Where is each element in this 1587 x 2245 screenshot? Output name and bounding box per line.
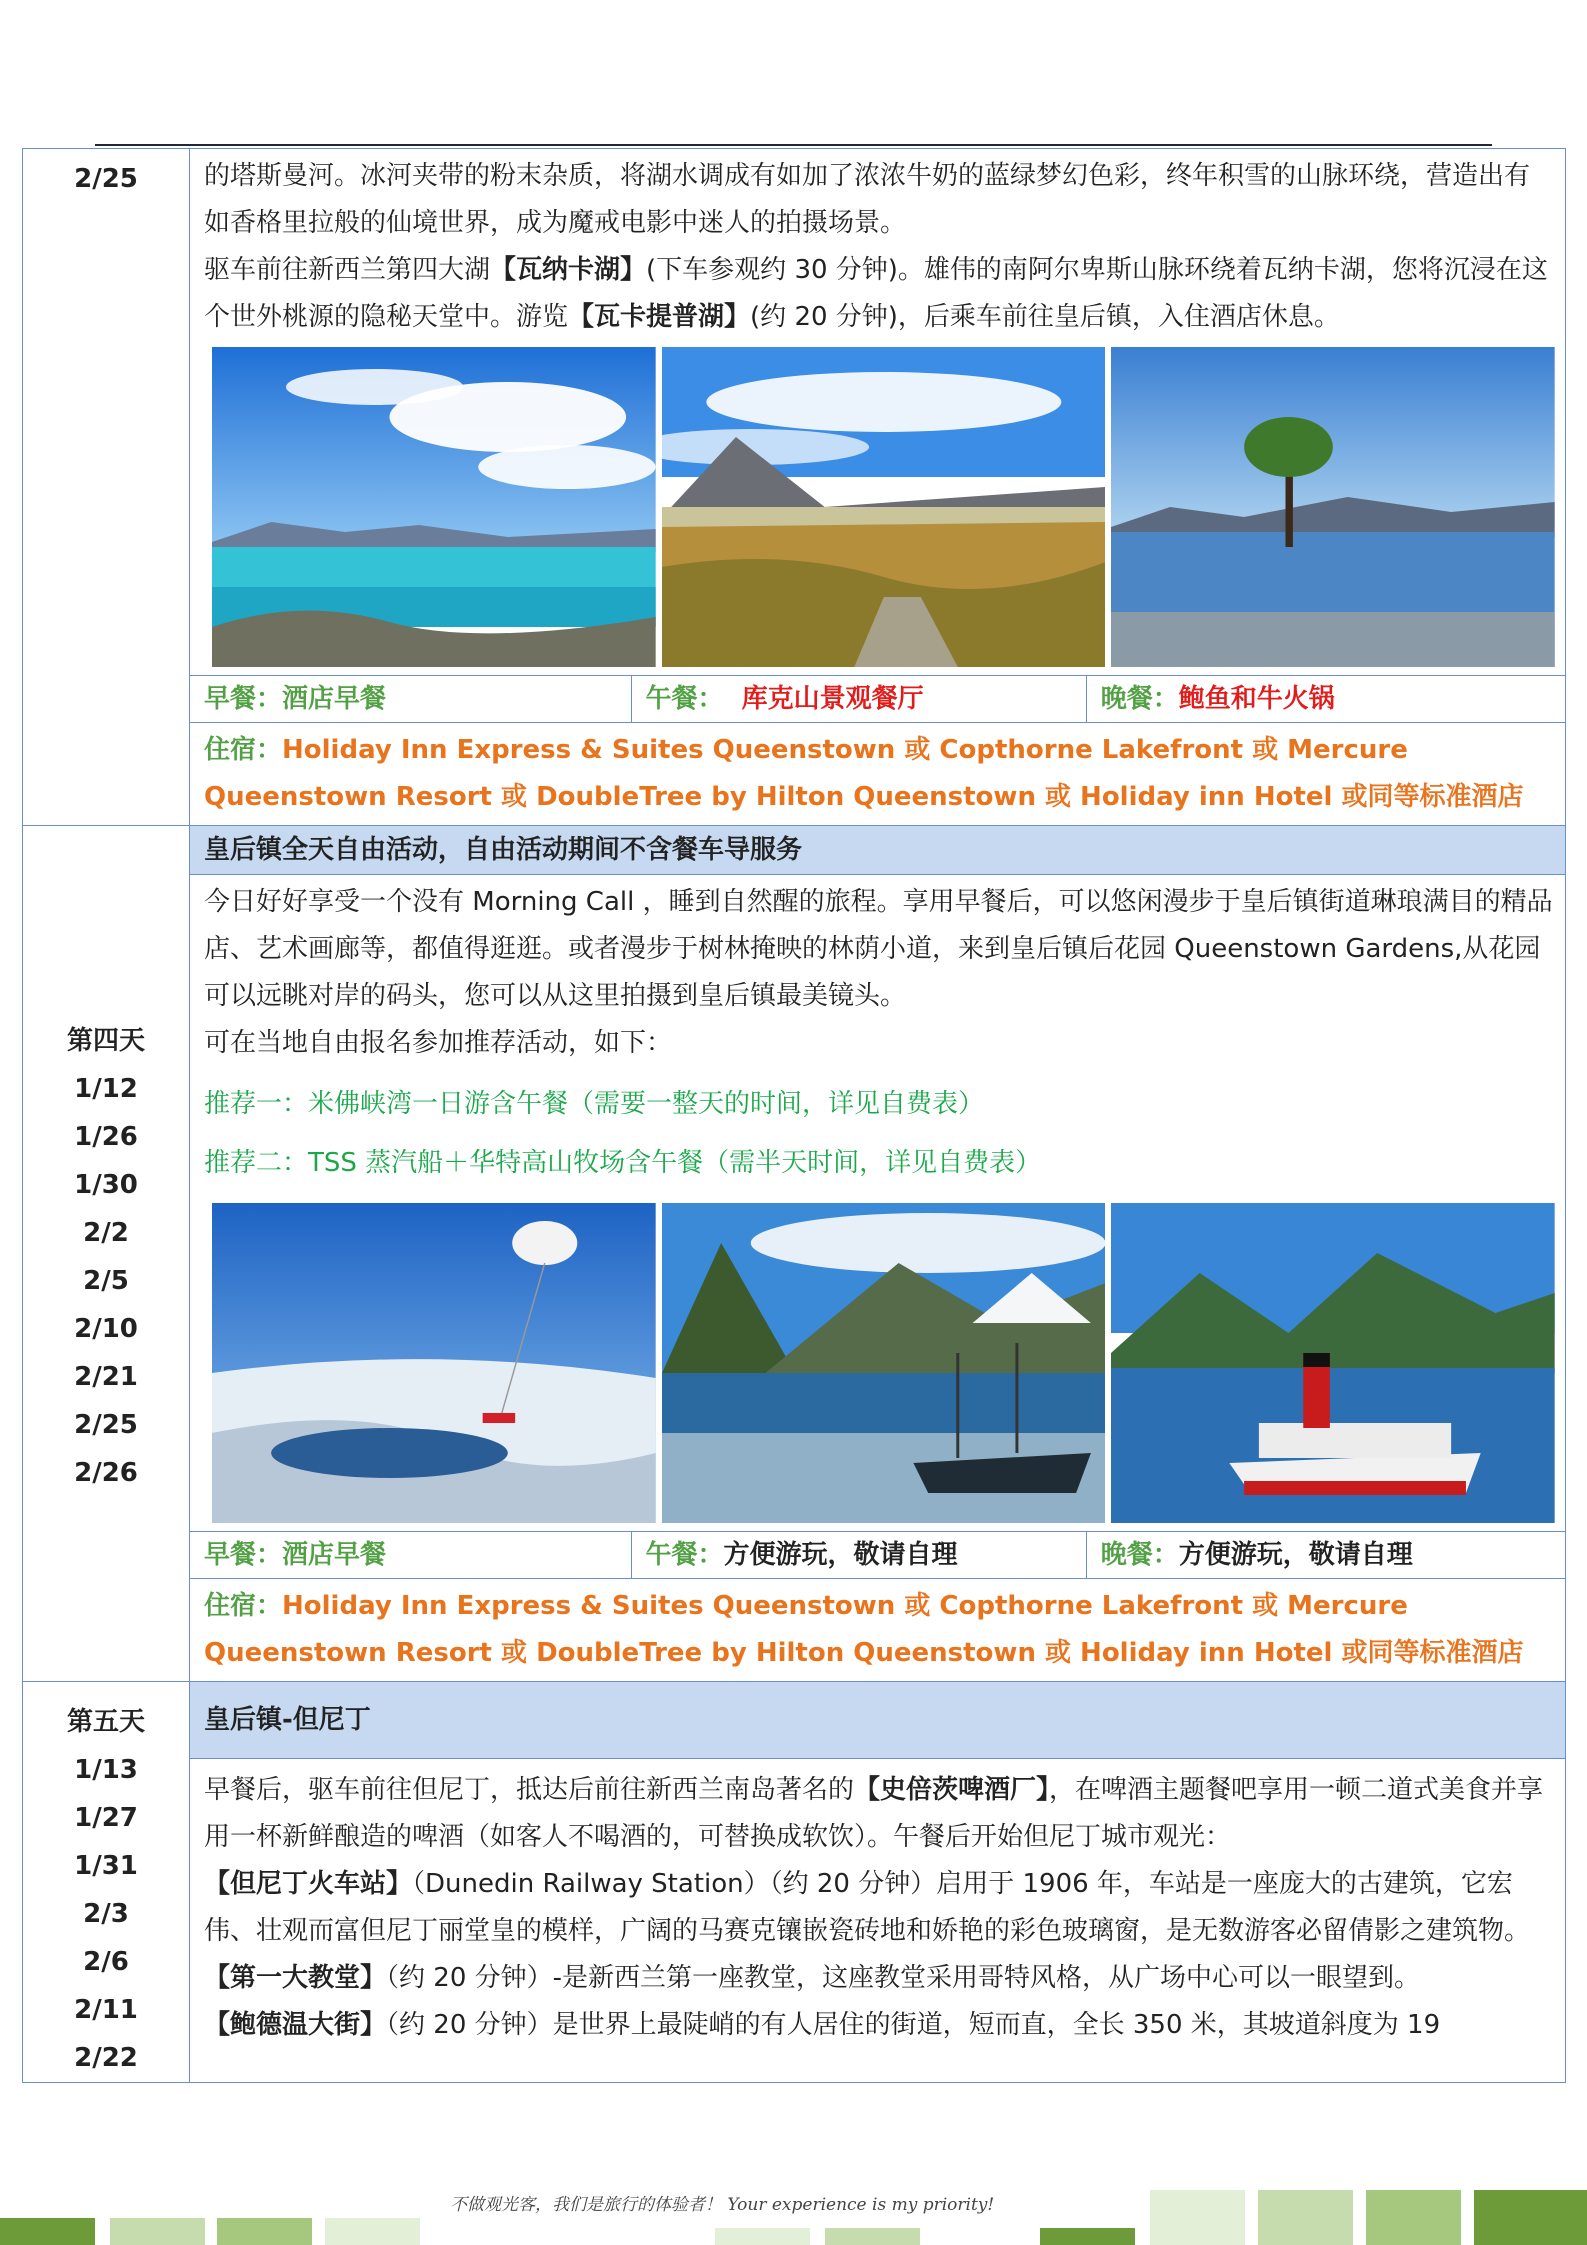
description [190,1758,1565,2055]
footer-block [110,2218,205,2245]
description [190,874,1565,1071]
footer-block [1474,2190,1587,2245]
itinerary-table [22,148,1566,2083]
day-header: 皇后镇-但尼丁 [190,1682,1565,1758]
photo-wanaka-tree [1111,347,1555,667]
footer-block [1150,2190,1245,2245]
footer-block [1366,2190,1461,2245]
itinerary-row-day3 [23,149,1566,826]
day-date-line: 2/5 [83,1265,129,1296]
content-cell [190,826,1566,1682]
lodging: 住宿：Holiday Inn Express & Suites Queenstown 或 Copthorne Lakefront 或 Mercure Queenstown Resort 或 DoubleTree by Hilton Queenstown 或 Holiday inn Hotel 或同等标准酒店 [204,735,1524,812]
photo-skydive [212,1203,656,1523]
paragraph: 的塔斯曼河。冰河夹带的粉末杂质，将湖水调成有如加了浓浓牛奶的蓝绿梦幻色彩，终年积雪的山脉环绕，营造出有如香格里拉般的仙境世界，成为魔戒电影中迷人的拍摄场景。 [204,161,1531,238]
day-date-line: 2/21 [74,1361,138,1392]
content-cell [190,149,1566,826]
paragraph: 早餐后，驱车前往但尼丁，抵达后前往新西兰南岛著名的【史倍茨啤酒厂】，在啤酒主题餐吧享用一顿二道式美食并享用一杯新鲜酿造的啤酒（如客人不喝酒的，可替换成软饮）。午餐后开始但尼丁城市观光： [204,1775,1544,1852]
day-date-line: 2/26 [74,1457,138,1488]
top-rule [95,144,1492,146]
day-cell [23,826,190,1682]
photo-lake-glacier [212,347,656,667]
paragraph: 可在当地自由报名参加推荐活动，如下： [204,1028,673,1058]
recommendation-2: 推荐二：TSS 蒸汽船＋华特高山牧场含午餐（需半天时间，详见自费表） [204,1148,1042,1178]
day-date-line: 2/10 [74,1313,138,1344]
footer-slogan: 不做观光客，我们是旅行的体验者！ Your experience is my priority! [450,2195,995,2215]
paragraph: 驱车前往新西兰第四大湖【瓦纳卡湖】(下车参观约 30 分钟)。雄伟的南阿尔卑斯山脉环绕着瓦纳卡湖，您将沉浸在这个世外桃源的隐秘天堂中。游览【瓦卡提普湖】(约 20 分钟)，后乘车前往皇后镇，入住酒店休息。 [204,255,1548,332]
footer-block [1258,2190,1353,2245]
meals-row [190,1531,1565,1579]
photo-strip [190,1199,1565,1531]
paragraph: 【但尼丁火车站】（Dunedin Railway Station）（约 20 分钟）启用于 1906 年，车站是一座庞大的古建筑，它宏伟、壮观而富但尼丁丽堂皇的模样，广阔的马赛克镶嵌瓷砖地和娇艳的彩色玻璃窗，是无数游客必留倩影之建筑物。 [204,1869,1531,1946]
day-dates [23,149,189,203]
photo-milford-sound [662,1203,1106,1523]
day-date-line: 2/25 [74,164,138,194]
day-date-line: 1/27 [74,1803,138,1833]
photo-valley-trail [662,347,1106,667]
day-cell [23,1682,190,2083]
day-cell [23,149,190,826]
day-date-line: 第五天 [66,1707,145,1737]
photo-tss-steamship [1111,1203,1555,1523]
dinner: 晚餐：鲍鱼和牛火锅 [1086,676,1565,722]
photo-strip [190,345,1565,675]
description [190,149,1565,345]
footer-block [325,2218,420,2245]
highlight-wakatipu: 【瓦卡提普湖】 [568,302,751,332]
content-cell [190,1682,1566,2083]
meals-row [190,675,1565,723]
recommendation-1: 推荐一：米佛峡湾一日游含午餐（需要一整天的时间，详见自费表） [204,1089,985,1119]
day-date-line: 1/31 [74,1851,138,1881]
footer-block [0,2218,95,2245]
day-dates [23,1682,189,2082]
day-date-line: 2/11 [74,1995,138,2025]
day-date-line: 1/13 [74,1755,138,1785]
footer-block [217,2218,312,2245]
day-date-line: 2/22 [74,2043,138,2073]
day-date-line: 2/6 [83,1947,129,1977]
day-header: 皇后镇全天自由活动，自由活动期间不含餐车导服务 [190,826,1565,874]
itinerary-row-day5 [23,1682,1566,2083]
paragraph: 【鲍德温大街】（约 20 分钟）是世界上最陡峭的有人居住的街道，短而直，全长 350 米，其坡道斜度为 19 [204,2010,1441,2040]
day-date-line: 第四天 [66,1025,145,1056]
footer-block [1040,2228,1135,2245]
highlight-wanaka: 【瓦纳卡湖】 [490,255,647,285]
day-date-line: 1/26 [74,1121,138,1152]
paragraph: 【第一大教堂】（约 20 分钟）-是新西兰第一座教堂，这座教堂采用哥特风格，从广场中心可以一眼望到。 [204,1963,1421,1993]
day-date-line: 1/12 [74,1073,138,1104]
day-date-line: 2/25 [74,1409,138,1440]
lunch: 午餐：方便游玩，敬请自理 [631,1532,1086,1578]
day-date-line: 2/3 [83,1899,129,1929]
day-date-line: 2/2 [83,1217,129,1248]
day-dates [23,1011,189,1497]
breakfast: 早餐：酒店早餐 [204,684,387,714]
breakfast: 早餐：酒店早餐 [204,1540,387,1570]
footer-block [715,2228,810,2245]
lodging: 住宿：Holiday Inn Express & Suites Queenstown 或 Copthorne Lakefront 或 Mercure Queenstown Resort 或 DoubleTree by Hilton Queenstown 或 Holiday inn Hotel 或同等标准酒店 [204,1591,1524,1668]
itinerary-row-day4 [23,826,1566,1682]
day-date-line: 1/30 [74,1169,138,1200]
footer-block [825,2228,920,2245]
paragraph: 今日好好享受一个没有 Morning Call ，睡到自然醒的旅程。享用早餐后，可以悠闲漫步于皇后镇街道琳琅满目的精品店、艺术画廊等，都值得逛逛。或者漫步于树林掩映的林荫小道，来到皇后镇后花园 Queenstown Gardens,从花园可以远眺对岸的码头，您可以从这里拍摄到皇后镇最美镜头。 [204,887,1553,1011]
lunch: 午餐： 库克山景观餐厅 [631,676,1086,722]
dinner: 晚餐：方便游玩，敬请自理 [1086,1532,1565,1578]
